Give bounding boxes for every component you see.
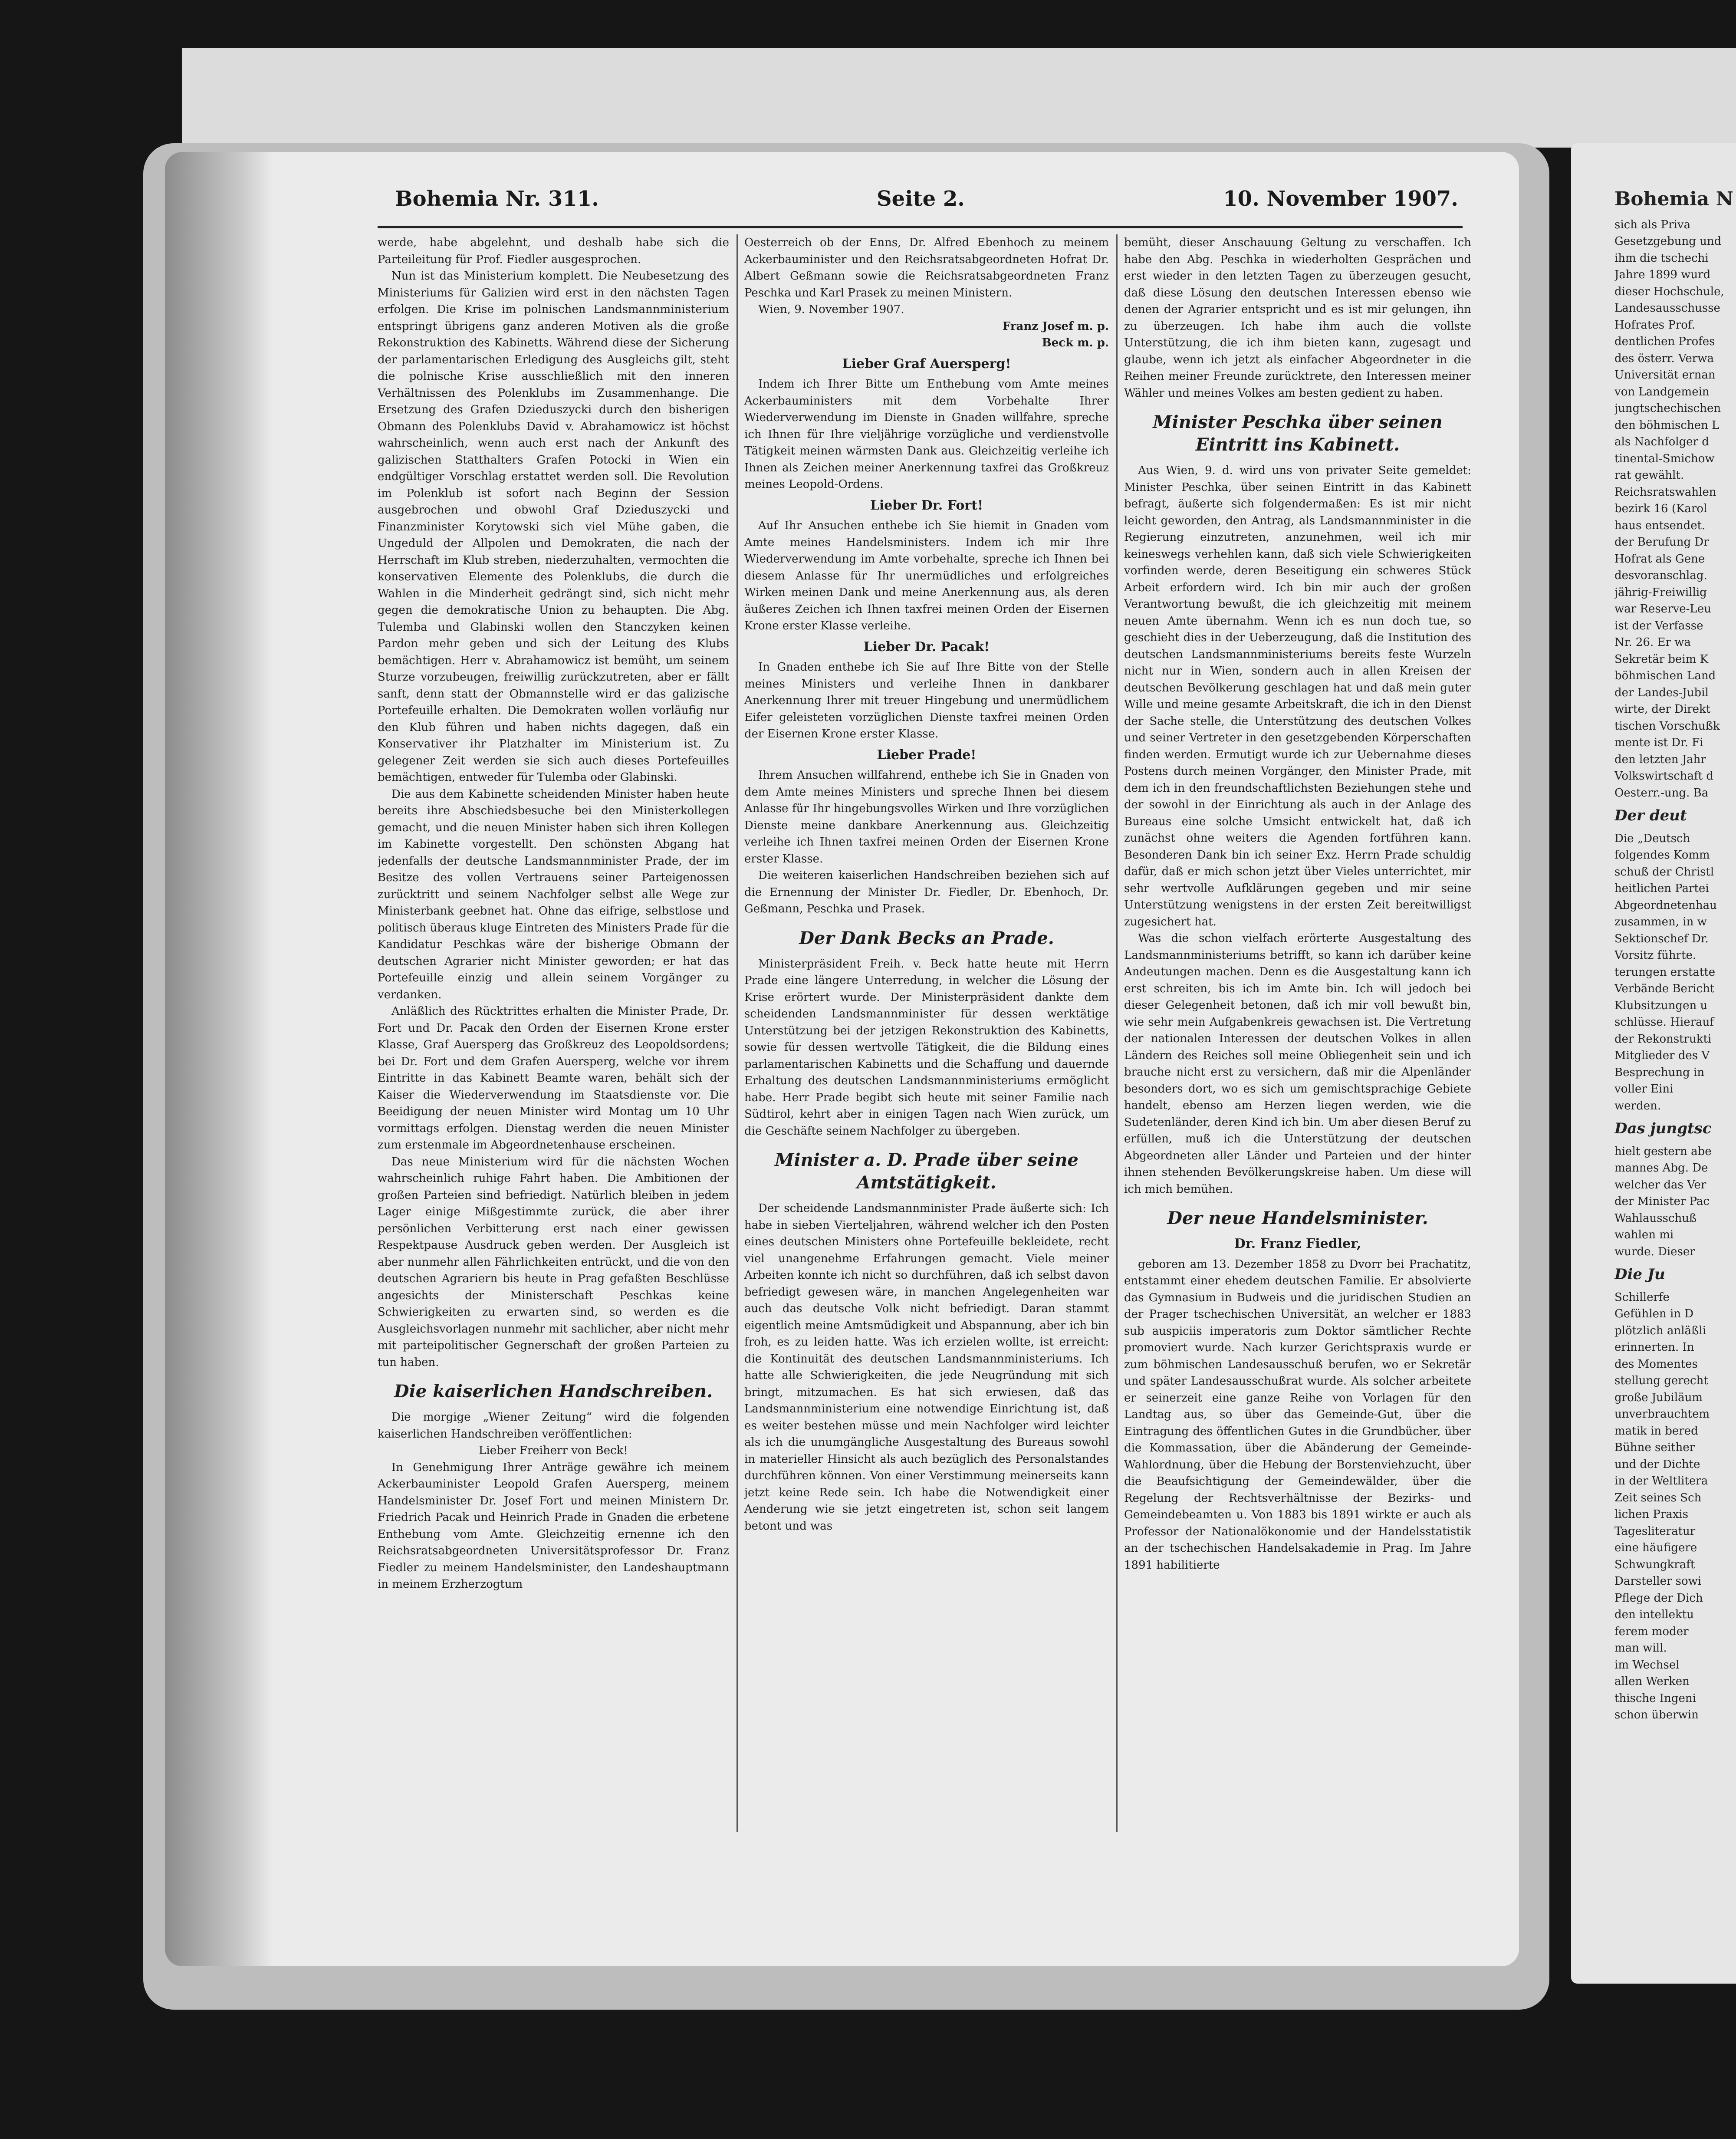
paragraph: In Gnaden enthebe ich Sie auf Ihre Bitte von der Stelle meines Ministers und verleihe Ihnen in dankbarer Anerkennung Ihrer mit treuer Hingebung und unermüdlichem Eifer geleisteten vorzüglichen Dienste taxfrei meinen Orden der Eisernen Krone erster Klasse. — [744, 661, 1109, 740]
column-3 — [1124, 234, 1471, 1832]
paragraph: Indem ich Ihrer Bitte um Enthebung vom Amte meines Ackerbauministers mit dem Vorbehalte Ihrer Wiederverwendung im Dienste in Gnaden willfahre, spreche ich Ihnen für Ihre vieljährige vorzügliche und verdienstvolle Tätigkeit meinen wärmsten Dank aus. Gleichzeitig verleihe ich Ihnen als Zeichen meiner Anerkennung taxfrei das Großkreuz meines Leopold-Ordens. — [744, 378, 1109, 491]
page-header — [395, 187, 1458, 217]
adjacent-text-line: schlüsse. Hierauf — [1614, 1016, 1714, 1029]
article-heading: Minister Peschka über seinen Eintritt ins Kabinett. — [1153, 412, 1443, 455]
adjacent-text-line: Hofrates Prof. — [1614, 318, 1695, 332]
adjacent-text-line: der Minister Pac — [1614, 1195, 1710, 1208]
adjacent-heading: Das jungtsc — [1614, 1120, 1712, 1137]
adjacent-text-line: mente ist Dr. Fi — [1614, 736, 1703, 749]
adjacent-text-block — [1614, 1289, 1736, 1724]
adjacent-text-line: Schillerfe — [1614, 1290, 1670, 1304]
paragraph: Die aus dem Kabinette scheidenden Minister haben heute bereits ihre Abschiedsbesuche bei den Ministerkollegen gemacht, und die neuen Minister haben sich ihren Kollegen im Kabinette vorgestellt. Den schönsten Abgang hat jedenfalls der deutsche Landsmannminister Prade, der im Besitze des vollen Vertrauens seiner Parteigenossen zurücktritt und seinem Nachfolger selbst alle Wege zur Ministerbank geebnet hat. Ohne das eifrige, selbstlose und politisch überaus kluge Eintreten des Ministers Prade für die Kandidatur Peschkas wäre der bisherige Obmann der deutschen Agrarier nicht Minister geworden; er hat das Portefeuille einzig und allein seinem Vorgänger zu verdanken. — [378, 787, 729, 1001]
adjacent-text-line: Vorsitz führte. — [1614, 949, 1697, 962]
adjacent-text-line: der Rekonstrukti — [1614, 1032, 1712, 1046]
paragraph: werde, habe abgelehnt, und deshalb habe sich die Parteileitung für Prof. Fiedler ausgesprochen. — [378, 236, 729, 266]
adjacent-text-line: Bühne seither — [1614, 1441, 1695, 1454]
adjacent-text-line: ihm die tschechi — [1614, 251, 1709, 265]
adjacent-heading: Die Ju — [1614, 1266, 1665, 1283]
adjacent-text-line: Landesausschusse — [1614, 302, 1720, 315]
adjacent-text-line: jährig-Freiwillig — [1614, 586, 1707, 599]
adjacent-text-line: und der Dichte — [1614, 1458, 1700, 1471]
adjacent-text-line: Gefühlen in D — [1614, 1307, 1694, 1320]
paragraph: Aus Wien, 9. d. wird uns von privater Seite gemeldet: Minister Peschka, über seinen Eintritt in das Kabinett befragt, äußerte sich folgendermaßen: Es ist mir nicht leicht geworden, den Antrag, als Landsmannminister in die Regierung einzutreten, anzunehmen, weil ich mir keineswegs verhehlen kann, daß sich viele Schwierigkeiten vorfinden werde, deren Beseitigung ein schweres Stück Arbeit erfordern wird. Ich bin mir auch der großen Verantwortung bewußt, die ich gleichzeitig mit meinem neuen Amte übernahm. Wenn ich es nun doch tue, so geschieht dies in der Ueberzeugung, daß die Institution des deutschen Landsmannministeriums bereits feste Wurzeln nicht nur in Wien, sondern auch in allen Kreisen der deutschen Bevölkerung geschlagen hat und daß mein guter Wille und meine gesamte Arbeitskraft, die ich in den Dienst der Sache stelle, die Unterstützung des deutschen Volkes und seiner Vertreter in den gesetzgebenden Körperschaften finden werden. Ermutigt wurde ich zur Uebernahme dieses Postens durch meinen Vorgänger, den Minister Prade, mit dem ich in den freundschaftlichsten Beziehungen stehe und der sowohl in der Einrichtung als auch in der Anlage des Bureaus eine solche Umsicht entwickelt hat, daß ich zunächst ohne weiters die Agenden fortführen kann. Besonderen Dank bin ich seiner Exz. Herrn Prade schuldig dafür, daß er mich schon jetzt über Vieles unterrichtet, mir sehr wertvolle Aufklärungen gegeben und mir seine Unterstützung wenigstens in der ersten Zeit bereitwilligst zugesichert hat. — [1124, 464, 1471, 928]
article-heading: Der Dank Becks an Prade. — [799, 928, 1054, 948]
article-heading: Minister a. D. Prade über seine Amtstätigkeit. — [775, 1150, 1078, 1193]
adjacent-text-block — [1614, 1143, 1736, 1260]
page-number: Seite 2. — [877, 187, 965, 211]
adjacent-text-line: Mitglieder des V — [1614, 1049, 1710, 1062]
adjacent-text-line: von Landgemein — [1614, 385, 1710, 398]
adjacent-text-line: Volkswirtschaft d — [1614, 770, 1714, 783]
adjacent-text-line: unverbrauchtem — [1614, 1408, 1710, 1421]
adjacent-text-line: mannes Abg. De — [1614, 1162, 1708, 1175]
adjacent-text-line: terungen erstatte — [1614, 965, 1716, 979]
adjacent-text-line: welcher das Ver — [1614, 1178, 1706, 1191]
paragraph: Anläßlich des Rücktrittes erhalten die Minister Prade, Dr. Fort und Dr. Pacak den Orden der Eisernen Krone erster Klasse, Graf Auersperg das Großkreuz des Leopoldsordens; bei Dr. Fort und dem Grafen Auersperg, welche vor ihrem Eintritte in das Kabinett Beamte waren, behält sich der Kaiser die Wiederverwendung im Staatsdienste vor. Die Beeidigung der neuen Minister wird Montag um 10 Uhr vormittags erfolgen. Dienstag werden die neuen Minister zum erstenmale im Abgeordnetenhause erscheinen. — [378, 1005, 729, 1152]
adjacent-text-line: war Reserve-Leu — [1614, 602, 1711, 615]
adjacent-text-line: thische Ingeni — [1614, 1691, 1696, 1705]
adjacent-text-line: ist der Verfasse — [1614, 619, 1703, 632]
adjacent-text-line: der Berufung Dr — [1614, 536, 1709, 549]
adjacent-text-line: dentlichen Profes — [1614, 335, 1715, 348]
adjacent-text-line: lichen Praxis — [1614, 1508, 1689, 1521]
adjacent-text-line: tinental-Smichow — [1614, 452, 1715, 465]
adjacent-text-line: Oesterr.-ung. Ba — [1614, 786, 1709, 800]
adjacent-text-line: matik in bered — [1614, 1424, 1698, 1438]
adjacent-text-line: Zeit seines Sch — [1614, 1491, 1702, 1504]
adjacent-text-line: den intellektu — [1614, 1608, 1694, 1621]
adjacent-text-line: Sektionschef Dr. — [1614, 932, 1709, 945]
paragraph: geboren am 13. Dezember 1858 zu Dvorr bei Prachatitz, entstammt einer ehedem deutschen Familie. Er absolvierte das Gymnasium in Budweis und die juridischen Studien an der Prager tschechischen Universität, an welcher er 1883 sub auspiciis imperatoris zum Doktor sämtlicher Rechte promoviert wurde. Nach kurzer Gerichtspraxis wurde er zum böhmischen Landesausschuß berufen, wo er Sekretär und später Landesausschußrat wurde. Als solcher arbeitete er seinerzeit eine ganze Reihe von Vorlagen für den Landtag aus, so über das Gemeinde-Gut, über die Eintragung des öffentlichen Gutes in die Grundbücher, über die Kommassation, über die Abänderung der Gemeinde-Wahlordnung, über die Hebung der Borstenviehzucht, über die Beaufsichtigung der Gemeindewälder, über die Regelung der Rechtsverhältnisse der Bezirks- und Gemeindebeamten u. Von 1883 bis 1891 wirkte er auch als Professor der Nationalökonomie und der Handelsstatistik an der tschechischen Handelsakademie in Prag. Im Jahre 1891 habilitierte — [1124, 1257, 1471, 1572]
adjacent-text-line: des Momentes — [1614, 1357, 1698, 1371]
letter-salutation: Lieber Freiherr von Beck! — [479, 1444, 628, 1457]
letter-salutation: Lieber Graf Auersperg! — [842, 356, 1011, 372]
film-top-strip — [182, 48, 1736, 148]
article-heading: Der neue Handelsminister. — [1167, 1208, 1428, 1228]
column-2 — [744, 234, 1109, 1832]
signature: Beck m. p. — [1042, 336, 1109, 349]
adjacent-text-line: in der Weltlitera — [1614, 1474, 1708, 1487]
adjacent-text-line: stellung gerecht — [1614, 1374, 1708, 1387]
letter-salutation: Lieber Dr. Fort! — [870, 497, 983, 513]
adjacent-text-line: schon überwin — [1614, 1708, 1699, 1721]
adjacent-text-line: den böhmischen L — [1614, 418, 1720, 432]
letter-salutation: Lieber Prade! — [877, 747, 976, 763]
adjacent-text-line: böhmischen Land — [1614, 669, 1716, 682]
adjacent-text-line: als Nachfolger d — [1614, 435, 1709, 448]
adjacent-text-line: eine häufigere — [1614, 1541, 1697, 1554]
adjacent-text-line: Wahlausschuß — [1614, 1211, 1697, 1225]
adjacent-text-line: Nr. 26. Er wa — [1614, 636, 1691, 649]
adjacent-text-line: Schwungkraft — [1614, 1558, 1695, 1571]
adjacent-text-line: Gesetzgebung und — [1614, 235, 1722, 248]
adjacent-text-line: hielt gestern abe — [1614, 1145, 1712, 1158]
adjacent-text-line: Tagesliteratur — [1614, 1524, 1696, 1538]
adjacent-text-line: heitlichen Partei — [1614, 882, 1709, 895]
adjacent-text-block — [1614, 830, 1736, 1115]
adjacent-text-line: Sekretär beim K — [1614, 652, 1709, 666]
adjacent-text-line: allen Werken — [1614, 1675, 1690, 1688]
column-1 — [378, 234, 729, 1832]
adjacent-text-line: den letzten Jahr — [1614, 753, 1706, 766]
adjacent-text-line: erinnerten. In — [1614, 1341, 1694, 1354]
adjacent-masthead: Bohemia N — [1614, 191, 1733, 210]
paragraph: Die weiteren kaiserlichen Handschreiben beziehen sich auf die Ernennung der Minister Dr. Fiedler, Dr. Ebenhoch, Dr. Geßmann, Peschka und Prasek. — [744, 869, 1109, 915]
adjacent-text-line: plötzlich anläßli — [1614, 1324, 1706, 1337]
column-divider — [1116, 234, 1118, 1832]
adjacent-text-line: schuß der Christl — [1614, 865, 1714, 879]
paragraph: Der scheidende Landsmannminister Prade äußerte sich: Ich habe in sieben Vierteljahren, während welcher ich den Posten eines deutschen Ministers ohne Portefeuille bekleidete, recht viel unangenehme Erfahrungen gemacht. Viele meiner Arbeiten konnte ich nicht so durchführen, daß ich selbst davon befriedigt gewesen wäre, in manchen Angelegenheiten war auch das deutsche Volk nicht befriedigt. Daran stammt eigentlich meine Amtsmüdigkeit und Abspannung, aber ich bin froh, es zu leiden hatte. Was ich erzielen wollte, ist erreicht: die Kontinuität des deutschen Landsmannministeriums. Ich hatte alle Schwierigkeiten, die jede Neugründung mit sich bringt, mitzumachen. Es hat sich erwiesen, daß das Landsmannministerium eine notwendige Einrichtung ist, daß es weiter bestehen müsse und mein Nachfolger wird leichter als ich die unumgängliche Ausgestaltung des Bureaus sowohl in materieller Hinsicht als auch bezüglich des Personalstandes durchführen können. Von einer Verstimmung meinerseits kann jetzt keine Rede sein. Ich habe die Notwendigkeit einer Aenderung wie sie jetzt eingetreten ist, schon seit langem betont und was — [744, 1202, 1109, 1533]
adjacent-heading: Der deut — [1614, 807, 1687, 824]
adjacent-text-line: haus entsendet. — [1614, 519, 1706, 532]
adjacent-text-line: sich als Priva — [1614, 218, 1691, 231]
adjacent-text-line: der Landes-Jubil — [1614, 686, 1709, 699]
paragraph: Das neue Ministerium wird für die nächsten Wochen wahrscheinlich ruhige Fahrt haben. Die Ambitionen der großen Parteien sind befriedigt. Natürlich bleiben in jedem Lager einige Mißgestimmte zurück, die aber ihrer persönlichen Verbitterung erst nach einer gewissen Respektpause Ausdruck geben werden. Der Ausgleich ist aber nunmehr allen Fährlichkeiten entrückt, und die von den deutschen Agrariern bis heute in Prag gefaßten Beschlüsse angesichts der Ministerschaft Peschkas keine Schwierigkeiten zu erwarten sind, so werden es die Ausgleichsvorlagen nunmehr mit sachlicher, aber nicht mehr mit parteipolitischer Gegnerschaft der großen Parteien zu tun haben. — [378, 1155, 729, 1369]
person-name: Dr. Franz Fiedler, — [1234, 1236, 1361, 1251]
adjacent-text-line: tischen Vorschußk — [1614, 719, 1720, 733]
paragraph: Was die schon vielfach erörterte Ausgestaltung des Landsmannministeriums betrifft, so kann ich darüber keine Andeutungen machen. Denn es die Ausgestaltung kann ich erst schreiten, bis ich im Amte bin. Ich will jedoch bei dieser Gelegenheit betonen, daß ich mir voll bewußt bin, wie sehr mein Aufgabenkreis gewachsen ist. Die Vertretung der nationalen Interessen der deutschen Volkes in allen Ländern des Reiches soll meine Obliegenheit sein und ich brauche nicht erst zu versichern, daß mir die Alpenländer besonders dort, wo es sich um gemischtsprachige Gebiete handelt, ebenso am Herzen liegen werden, wie die Sudetenländer, deren Kind ich bin. Um aber diesen Beruf zu erfüllen, muß ich die Unterstützung der deutschen Abgeordneten aller Länder und Parteien und der hinter ihnen stehenden Bevölkerungskreise haben. Um diese will ich mich bemühen. — [1124, 932, 1471, 1196]
adjacent-text-line: Universität ernan — [1614, 369, 1716, 382]
adjacent-text-line: wahlen mi — [1614, 1228, 1674, 1241]
signature: Franz Josef m. p. — [1002, 319, 1109, 333]
letter-salutation: Lieber Dr. Pacak! — [863, 639, 990, 655]
adjacent-text-line: ferem moder — [1614, 1625, 1689, 1638]
masthead-issue: Bohemia Nr. 311. — [395, 187, 599, 211]
adjacent-text-line: dieser Hochschule, — [1614, 285, 1724, 298]
paragraph: In Genehmigung Ihrer Anträge gewähre ich meinem Ackerbauminister Leopold Grafen Auersperg, meinem Handelsminister Dr. Josef Fort und meinen Ministern Dr. Friedrich Pacak und Heinrich Prade in Gnaden die erbetene Enthebung vom Amte. Gleichzeitig ernenne ich den Reichsratsabgeordneten Universitätsprofessor Dr. Franz Fiedler zu meinem Handelsminister, den Landeshauptmann in meinem Erzherzogtum — [378, 1461, 729, 1591]
adjacent-text-line: Verbände Bericht — [1614, 982, 1715, 995]
paragraph: Nun ist das Ministerium komplett. Die Neubesetzung des Ministeriums für Galizien wird erst in den nächsten Tagen erfolgen. Die Krise im polnischen Landsmannministerium entspringt übrigens ganz anderen Motiven als die große Rekonstruktion des Kabinetts. Während diese der Sicherung der parlamentarischen Erledigung des Ausgleichs gilt, steht die polnische Krise ausschließlich mit den inneren Verhältnissen des Polenklubs im Zusammenhange. Die Ersetzung des Grafen Dzieduszycki durch den bisherigen Obmann des Polenklubs David v. Abrahamowicz ist höchst wahrscheinlich, wenn auch erst nach der Ankunft des galizischen Statthalters Grafen Potocki in Wien ein endgültiger Vorschlag erstattet werden soll. Die Revolution im Polenklub ist sofort nach Beginn der Session ausgebrochen und obwohl Graf Dzieduszycki und Finanzminister Korytowski sich viel Mühe gaben, die Ungeduld der Allpolen und Demokraten, die nach der Herrschaft im Klub streben, niederzuhalten, vermochten die konservativen Elemente des Polenklubs, die durch die Wahlen in die Minderheit gedrängt sind, sich nicht mehr gegen die demokratische Union zu behaupten. Die Abg. Tulemba und Glabinski wollen den Stanczyken keinen Pardon mehr geben und sich der Leitung des Klubs bemächtigen. Herr v. Abrahamowicz ist bemüht, um seinem Sturze vorzubeugen, freiwillig zurückzutreten, aber er fällt sanft, denn statt der Obmannstelle wird er das galizische Portefeuille erhalten. Die Demokraten wollen vorläufig nur den Klub führen und haben nichts dagegen, daß ein Konservativer ihr Platzhalter im Ministerium ist. Zu gelegener Zeit werden sie sich auch dieses Portefeuilles bemächtigen, entweder für Tulemba oder Glabinski. — [378, 270, 729, 784]
adjacent-text-line: große Jubiläum — [1614, 1391, 1703, 1404]
paragraph: bemüht, dieser Anschauung Geltung zu verschaffen. Ich habe den Abg. Peschka in wiederholten Gesprächen und erst wieder in den letzten Tagen zu überzeugen gesucht, daß diese Lösung den deutschen Interessen ebenso wie denen der Agrarier entspricht und es ist mir gelungen, ihn zu überzeugen. Ich habe ihm auch die vollste Unterstützung, die ich ihm bieten kann, zugesagt und glaube, wenn ich jetzt als einfacher Abgeordneter in die Reihen meiner Freunde zurücktrete, den Interessen meiner Wähler und meines Volkes am besten gedient zu haben. — [1124, 236, 1471, 400]
paragraph: Oesterreich ob der Enns, Dr. Alfred Ebenhoch zu meinem Ackerbauminister und den Reichsratsabgeordneten Hofrat Dr. Albert Geßmann sowie die Reichsratsabgeordneten Franz Peschka und Karl Prasek zu meinen Ministern. — [744, 236, 1109, 299]
column-divider — [736, 234, 738, 1832]
adjacent-text-line: voller Eini — [1614, 1083, 1674, 1096]
header-rule — [378, 226, 1463, 228]
gutter-shadow — [165, 152, 273, 1966]
adjacent-text-line: jungtschechischen — [1614, 402, 1721, 415]
adjacent-text-line: bezirk 16 (Karol — [1614, 502, 1707, 515]
adjacent-text-line: Reichsratswahlen — [1614, 485, 1716, 499]
adjacent-text-line: werden. — [1614, 1099, 1661, 1112]
adjacent-text-line: Hofrat als Gene — [1614, 552, 1705, 566]
adjacent-text-line: rat gewählt. — [1614, 469, 1684, 482]
adjacent-text-line: Die „Deutsch — [1614, 832, 1690, 845]
adjacent-text-line: im Wechsel — [1614, 1658, 1680, 1672]
adjacent-text-line: Besprechung in — [1614, 1066, 1705, 1079]
paragraph: Auf Ihr Ansuchen enthebe ich Sie hiemit in Gnaden vom Amte meines Handelsministers. Indem ich mir Ihre Wiederverwendung im Amte vorbehalte, spreche ich Ihnen bei diesem Anlasse für Ihr unermüdliches und erfolgreiches Wirken meinen Dank und meine Anerkennung aus, als deren äußeres Zeichen ich Ihnen taxfrei meinen Orden der Eisernen Krone erster Klasse verleihe. — [744, 519, 1109, 632]
adjacent-text-line: zusammen, in w — [1614, 915, 1707, 928]
adjacent-text-line: des österr. Verwa — [1614, 352, 1714, 365]
article-heading: Die kaiserlichen Handschreiben. — [394, 1381, 713, 1402]
letter-date: Wien, 9. November 1907. — [758, 303, 904, 316]
adjacent-text-line: Jahre 1899 wurd — [1614, 268, 1711, 281]
adjacent-text-line: wirte, der Direkt — [1614, 703, 1711, 716]
adjacent-text-line: man will. — [1614, 1642, 1667, 1655]
adjacent-text-block — [1614, 217, 1736, 802]
adjacent-text-line: Abgeordnetenhau — [1614, 898, 1717, 912]
adjacent-text-line: Darsteller sowi — [1614, 1575, 1702, 1588]
adjacent-text-line: Klubsitzungen u — [1614, 999, 1708, 1012]
adjacent-text-line: desvoranschlag. — [1614, 569, 1707, 582]
issue-date: 10. November 1907. — [1223, 187, 1458, 211]
paragraph: Ministerpräsident Freih. v. Beck hatte heute mit Herrn Prade eine längere Unterredung, in welcher die Lösung der Krise erörtert wurde. Der Ministerpräsident dankte dem scheidenden Landsmannminister für dessen werktätige Unterstützung bei der jetzigen Rekonstruktion des Kabinetts, sowie für dessen wertvolle Tätigkeit, die die Bildung eines parlamentarischen Kabinetts und die Schaffung und dauernde Erhaltung des deutschen Landsmannministeriums ermöglicht habe. Herr Prade begibt sich heute mit seiner Familie nach Südtirol, kehrt aber in einigen Tagen nach Wien zurück, um die Geschäfte seinem Nachfolger zu übergeben. — [744, 957, 1109, 1138]
paragraph: Die morgige „Wiener Zeitung“ wird die folgenden kaiserlichen Handschreiben veröffentlichen: — [378, 1411, 729, 1441]
paragraph: Ihrem Ansuchen willfahrend, enthebe ich Sie in Gnaden von dem Amte meines Ministers und spreche Ihnen bei diesem Anlasse für Ihr hingebungsvolles Wirken und Ihre vorzüglichen Dienste meine dankbare Anerkennung aus. Gleichzeitig verleihe ich Ihnen taxfrei meinen Orden der Eisernen Krone erster Klasse. — [744, 769, 1109, 865]
adjacent-text-line: folgendes Komm — [1614, 849, 1710, 862]
adjacent-text-line: wurde. Dieser — [1614, 1245, 1695, 1258]
adjacent-page-text — [1614, 191, 1736, 1884]
adjacent-text-line: Pflege der Dich — [1614, 1591, 1703, 1605]
